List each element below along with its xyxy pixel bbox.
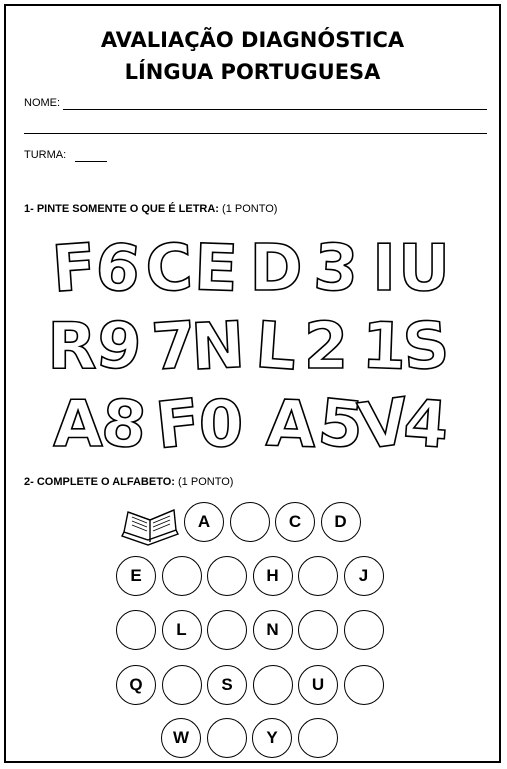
question-2-label: 2- COMPLETE O ALFABETO:	[24, 476, 175, 488]
alphabet-circle-w: W	[161, 718, 201, 758]
question-2	[24, 476, 233, 488]
symbol-2[interactable]: 2	[303, 310, 349, 384]
question-2-points: (1 PONTO)	[178, 476, 234, 488]
page-title: AVALIAÇÃO DIAGNÓSTICA	[100, 28, 405, 52]
question-1-label: 1- PINTE SOMENTE O QUE É LETRA:	[24, 203, 219, 215]
alphabet-blank-circle[interactable]	[116, 610, 156, 650]
alphabet-blank-circle[interactable]	[298, 610, 338, 650]
question-1-points: (1 PONTO)	[222, 203, 278, 215]
alphabet-blank-circle[interactable]	[207, 556, 247, 596]
symbol-6[interactable]: 6	[91, 229, 144, 309]
symbol-s[interactable]: S	[400, 308, 452, 386]
alphabet-blank-circle[interactable]	[344, 665, 384, 705]
alphabet-circle-d: D	[321, 502, 361, 542]
symbol-n[interactable]: N	[189, 308, 247, 386]
symbol-4[interactable]: 4	[401, 386, 451, 464]
alphabet-circle-e: E	[116, 556, 156, 596]
alphabet-circle-s: S	[207, 665, 247, 705]
alphabet-blank-circle[interactable]	[298, 718, 338, 758]
symbol-3[interactable]: 3	[311, 230, 361, 308]
alphabet-circle-a: A	[184, 502, 224, 542]
symbols-grid	[6, 6, 503, 765]
alphabet-circle-u: U	[298, 665, 338, 705]
symbol-0[interactable]: 0	[198, 388, 244, 462]
class-label: TURMA:	[24, 149, 67, 161]
page-subtitle: LÍNGUA PORTUGUESA	[124, 60, 381, 84]
alphabet-circle-l: L	[162, 610, 202, 650]
symbol-i[interactable]: I	[372, 232, 396, 306]
alphabet-blank-circle[interactable]	[253, 665, 293, 705]
symbol-l[interactable]: L	[253, 308, 299, 386]
open-book-icon	[118, 502, 188, 550]
alphabet-blank-circle[interactable]	[162, 556, 202, 596]
worksheet	[4, 4, 501, 763]
alphabet-circle-n: N	[253, 610, 293, 650]
symbol-5[interactable]: 5	[314, 385, 367, 465]
symbol-u[interactable]: U	[398, 232, 450, 306]
symbol-a[interactable]: A	[53, 388, 103, 462]
alphabet-blank-circle[interactable]	[298, 556, 338, 596]
alphabet-blank-circle[interactable]	[207, 718, 247, 758]
symbol-1[interactable]: 1	[360, 309, 408, 385]
symbol-7[interactable]: 7	[149, 308, 199, 386]
alphabet-blank-circle[interactable]	[344, 610, 384, 650]
symbol-e[interactable]: E	[192, 231, 240, 307]
name-label: NOME:	[24, 97, 61, 109]
symbol-f[interactable]: F	[152, 385, 204, 465]
alphabet-circle-c: C	[275, 502, 315, 542]
symbol-v[interactable]: V	[354, 384, 414, 466]
alphabet-circle-h: H	[253, 556, 293, 596]
alphabet-circle-j: J	[344, 556, 384, 596]
alphabet-blank-circle[interactable]	[230, 502, 270, 542]
alphabet-blank-circle[interactable]	[207, 610, 247, 650]
symbol-8[interactable]: 8	[98, 386, 150, 464]
symbol-c[interactable]: C	[143, 230, 195, 308]
alphabet-circle-q: Q	[116, 665, 156, 705]
symbol-9[interactable]: 9	[92, 307, 145, 387]
alphabet-circle-y: Y	[252, 718, 292, 758]
alphabet-blank-circle[interactable]	[162, 665, 202, 705]
symbol-a[interactable]: A	[264, 387, 318, 463]
symbol-d[interactable]: D	[249, 232, 303, 306]
symbol-f[interactable]: F	[49, 230, 99, 308]
symbol-r[interactable]: R	[47, 310, 97, 384]
